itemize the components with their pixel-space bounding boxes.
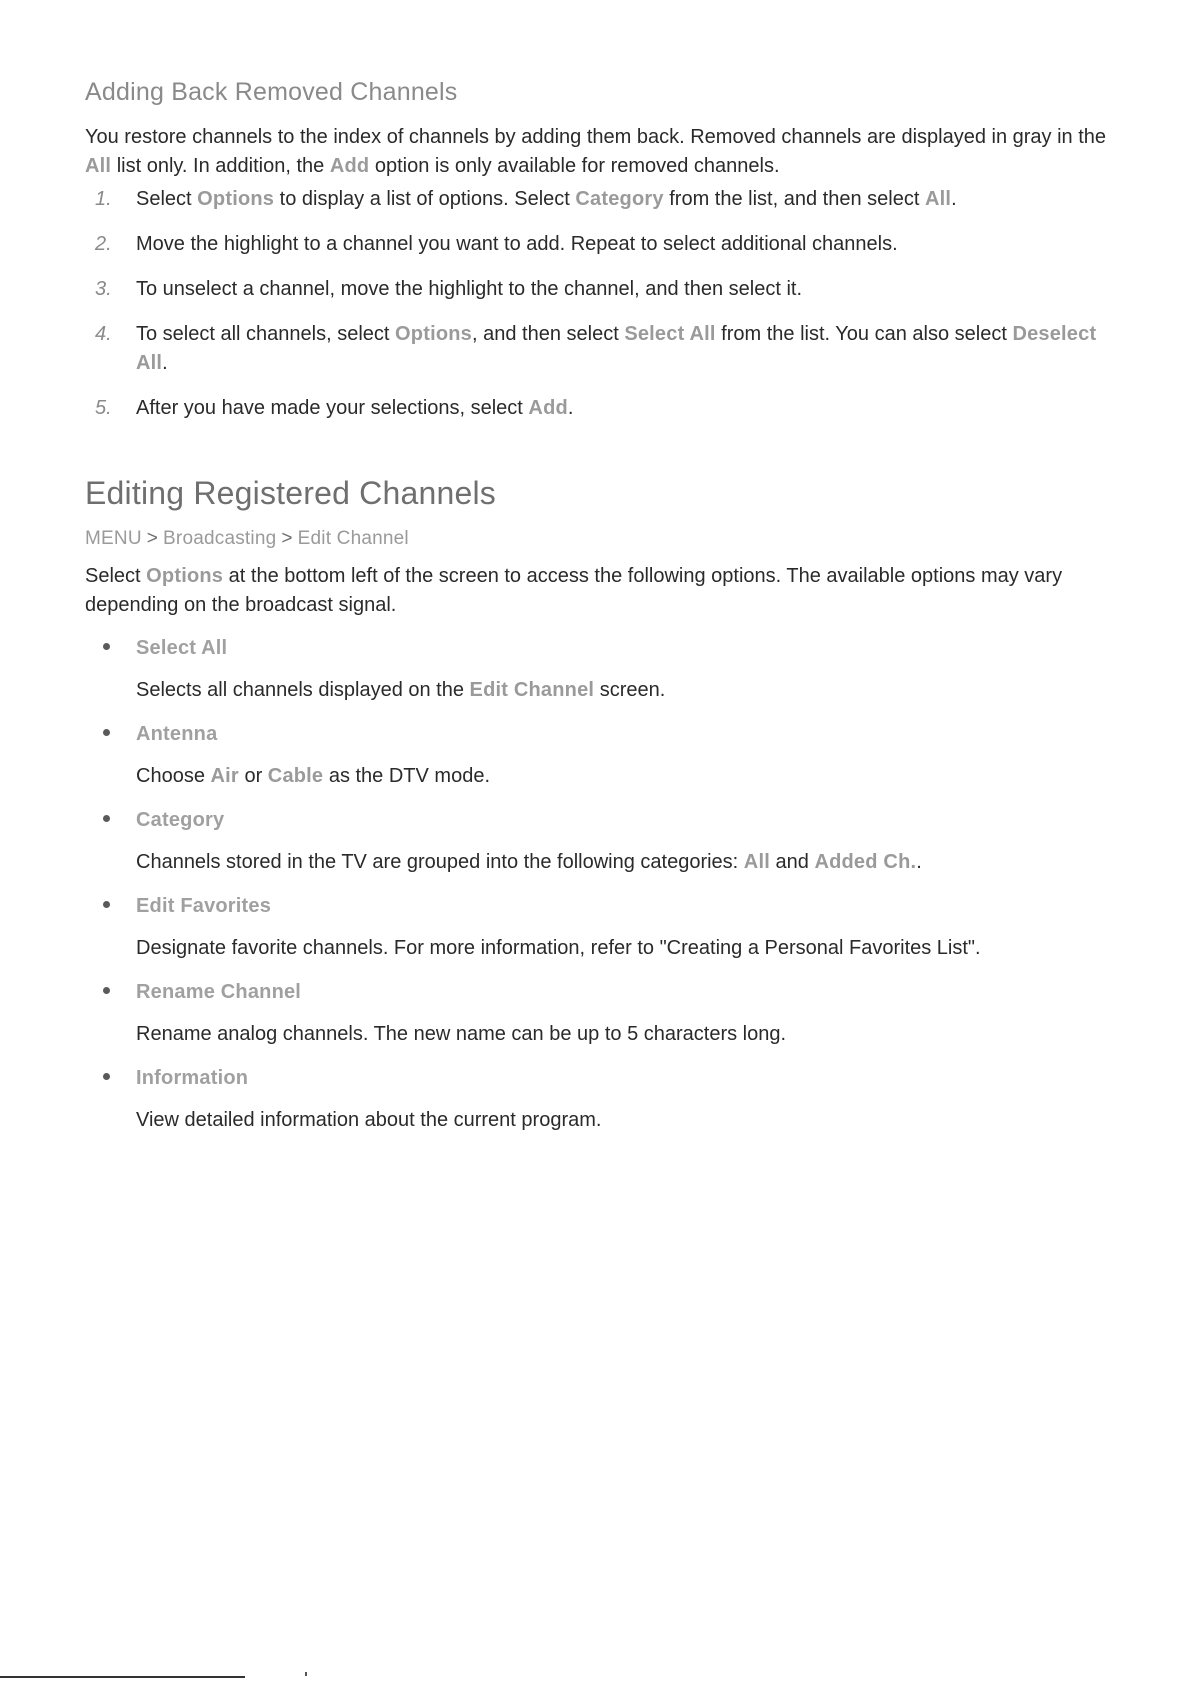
section-heading-editing-registered: Editing Registered Channels: [85, 475, 496, 511]
footer-mark: [305, 1672, 307, 1676]
option-description: [136, 676, 1125, 705]
intro-text: option is only available for removed channels.: [369, 155, 780, 177]
ui-term-all: All: [924, 188, 952, 210]
ui-term-added-ch: Added Ch.: [814, 851, 917, 873]
section-intro-editing: [85, 562, 1125, 620]
step-text: .: [567, 397, 574, 419]
description-text: Channels stored in the TV are grouped into the following categories:: [136, 851, 744, 873]
ui-term-cable: Cable: [267, 765, 324, 787]
section-spacer: [85, 439, 1125, 475]
ui-term-options: Options: [146, 565, 224, 587]
option-title: Information: [136, 1067, 249, 1089]
ui-term-category: Category: [575, 188, 664, 210]
option-information: [85, 1064, 1125, 1135]
ui-term-all: All: [85, 155, 112, 177]
description-text: screen.: [594, 679, 666, 701]
menu-path-item: Edit Channel: [297, 528, 409, 549]
options-list: [85, 634, 1125, 1135]
option-title: Edit Favorites: [136, 895, 272, 917]
page-content: [85, 78, 1125, 1150]
step-text: .: [951, 188, 957, 210]
step-text: After you have made your selections, select: [136, 397, 529, 419]
step-3: [85, 275, 1125, 304]
menu-path-item: Broadcasting: [163, 528, 277, 549]
step-text: , and then select: [471, 323, 625, 345]
footer-rule: [0, 1676, 245, 1678]
menu-path: [85, 528, 1125, 550]
ui-term-options: Options: [197, 188, 275, 210]
intro-text: at the bottom left of the screen to access the following options. The available options may vary depending on the broadcast signal.: [85, 565, 1063, 616]
section-heading-adding-back: Adding Back Removed Channels: [85, 78, 458, 106]
section-intro-adding-back: [85, 123, 1125, 181]
bullet-icon: [103, 815, 110, 822]
option-description: Rename analog channels. The new name can be up to 5 characters long.: [136, 1023, 787, 1045]
option-select-all: [85, 634, 1125, 705]
step-text: .: [162, 352, 168, 374]
ui-term-options: Options: [395, 323, 472, 345]
step-text: to display a list of options. Select: [274, 188, 576, 210]
description-text: and: [769, 851, 815, 873]
option-title: Select All: [136, 637, 228, 659]
option-antenna: [85, 720, 1125, 791]
ui-term-air: Air: [210, 765, 239, 787]
option-description: Designate favorite channels. For more information, refer to "Creating a Personal Favorites List".: [136, 937, 981, 959]
bullet-icon: [103, 729, 110, 736]
steps-list: [85, 185, 1125, 423]
ui-term-add: Add: [528, 397, 568, 419]
intro-text: Select: [85, 565, 147, 587]
bullet-icon: [103, 1073, 110, 1080]
bullet-icon: [103, 643, 110, 650]
step-text: To unselect a channel, move the highlight to the channel, and then select it.: [136, 278, 802, 300]
intro-text: list only. In addition, the: [111, 155, 330, 177]
option-title: Antenna: [136, 723, 218, 745]
chevron-right-icon: >: [146, 528, 159, 549]
ui-term-edit-channel: Edit Channel: [469, 679, 595, 701]
option-category: [85, 806, 1125, 877]
description-text: Selects all channels displayed on the: [136, 679, 470, 701]
option-rename-channel: [85, 978, 1125, 1049]
step-2: [85, 230, 1125, 259]
option-description: View detailed information about the current program.: [136, 1109, 602, 1131]
step-number: 3.: [95, 278, 112, 300]
ui-term-deselect-all: Deselect All: [136, 323, 1097, 374]
chevron-right-icon: >: [281, 528, 293, 549]
ui-term-all: All: [743, 851, 770, 873]
ui-term-select-all: Select All: [624, 323, 716, 345]
bullet-icon: [103, 987, 110, 994]
description-text: .: [916, 851, 922, 873]
step-number: 2.: [95, 233, 112, 255]
step-number: 4.: [95, 323, 112, 345]
step-text: Select: [136, 188, 198, 210]
step-text: To select all channels, select: [136, 323, 396, 345]
step-text: from the list, and then select: [663, 188, 925, 210]
description-text: Choose: [136, 765, 211, 787]
step-5: [85, 394, 1125, 423]
description-text: as the DTV mode.: [323, 765, 491, 787]
intro-text: You restore channels to the index of channels by adding them back. Removed channels are displayed in gray in the: [85, 126, 1107, 148]
option-title: Rename Channel: [136, 981, 302, 1003]
step-number: 1.: [95, 188, 112, 210]
menu-path-item: MENU: [85, 528, 142, 549]
option-description: [136, 848, 1125, 877]
bullet-icon: [103, 901, 110, 908]
description-text: or: [238, 765, 268, 787]
step-text: Move the highlight to a channel you want to add. Repeat to select additional channels.: [136, 233, 898, 255]
step-4: [85, 320, 1125, 378]
step-1: [85, 185, 1125, 214]
step-number: 5.: [95, 397, 112, 419]
step-text: from the list. You can also select: [715, 323, 1013, 345]
option-title: Category: [136, 809, 225, 831]
option-description: [136, 762, 1125, 791]
option-edit-favorites: [85, 892, 1125, 963]
ui-term-add: Add: [329, 155, 370, 177]
